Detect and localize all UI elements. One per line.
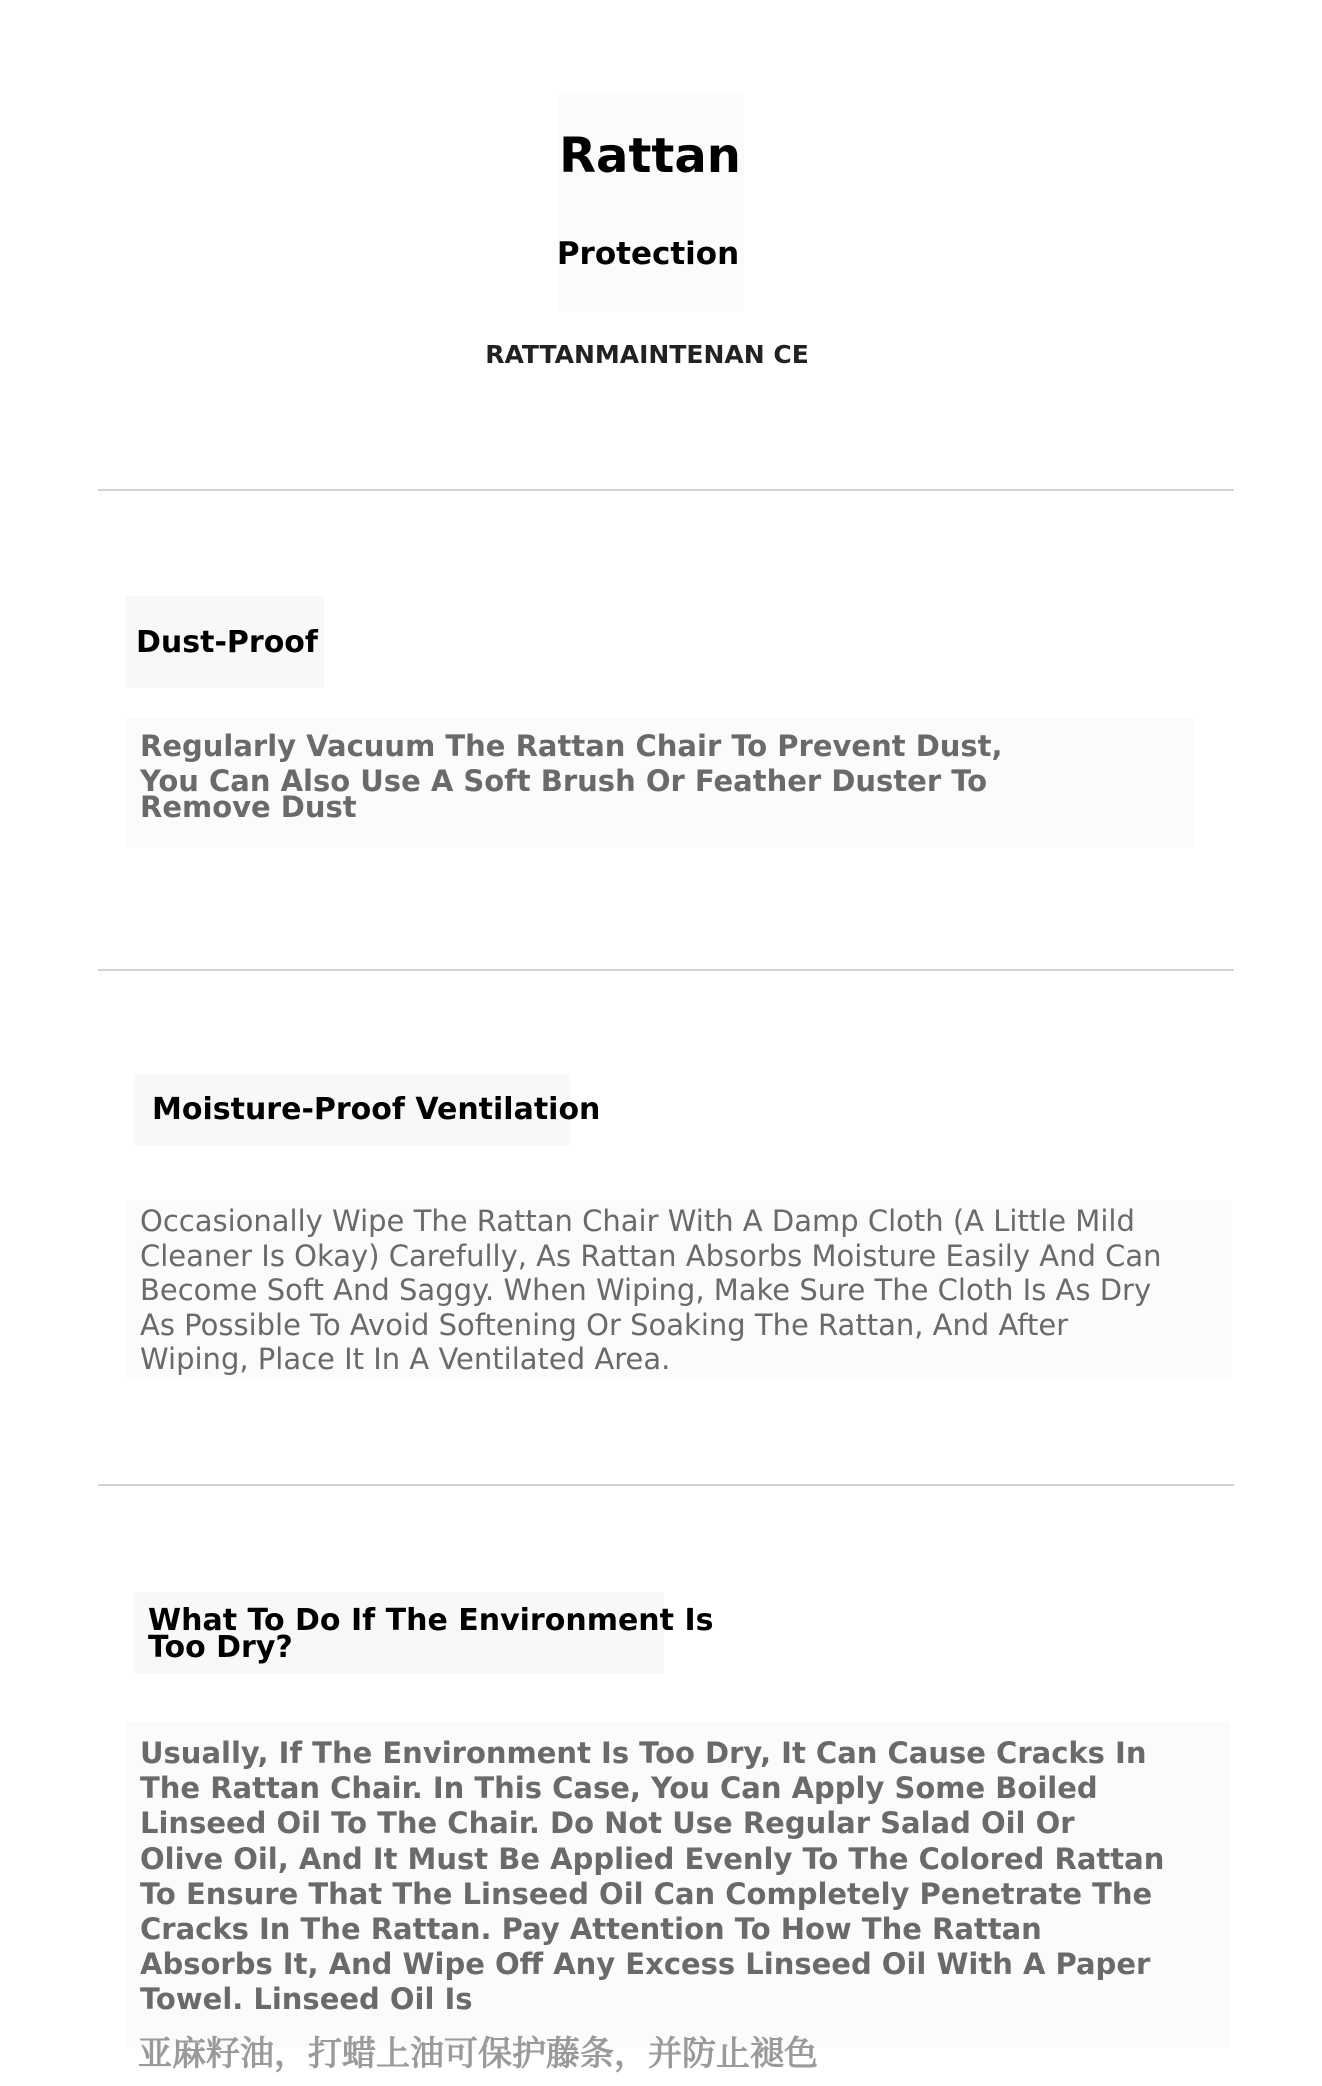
section-body-line: Absorbs It, And Wipe Off Any Excess Linseed Oil With A Paper — [140, 1947, 1151, 1982]
section-heading-line: Too Dry? — [148, 1630, 293, 1665]
section-body-moisture-proof — [140, 1204, 1161, 1377]
section-body-line: Occasionally Wipe The Rattan Chair With A Damp Cloth (A Little Mild — [140, 1204, 1135, 1238]
section-heading-line: Moisture-Proof Ventilation — [152, 1092, 601, 1127]
section-body-line: Linseed Oil To The Chair. Do Not Use Regular Salad Oil Or — [140, 1806, 1075, 1841]
section-body-line: Wiping, Place It In A Ventilated Area. — [140, 1342, 671, 1377]
section-body-too-dry — [140, 1736, 1164, 2018]
page-subtitle: Protection — [556, 236, 740, 272]
section-divider — [98, 969, 1234, 971]
section-body-line: The Rattan Chair. In This Case, You Can Apply Some Boiled — [140, 1771, 1098, 1806]
section-divider — [98, 1484, 1234, 1486]
section-body-line: Cleaner Is Okay) Carefully, As Rattan Absorbs Moisture Easily And Can — [140, 1238, 1162, 1273]
section-heading-dust-proof — [136, 625, 318, 660]
section-heading-too-dry — [148, 1603, 714, 1665]
brand-label: RATTANMAINTENAN CE — [485, 340, 809, 369]
section-body-line: As Possible To Avoid Softening Or Soaking The Rattan, And After — [140, 1307, 1069, 1342]
section-body-line: Remove Dust — [140, 790, 357, 824]
section-heading-moisture-proof — [152, 1092, 601, 1127]
section-body-line: Regularly Vacuum The Rattan Chair To Prevent Dust, — [140, 729, 1003, 763]
section-body-line: Cracks In The Rattan. Pay Attention To How The Rattan — [140, 1912, 1042, 1947]
section-body-cutoff-line: 亚麻籽油，打蜡上油可保护藤条，并防止褪色 — [138, 2034, 818, 2074]
section-heading-line: Dust-Proof — [136, 625, 318, 660]
section-body-line: Towel. Linseed Oil Is — [140, 1982, 473, 2017]
section-body-line: Usually, If The Environment Is Too Dry, It Can Cause Cracks In — [140, 1736, 1147, 1770]
section-body-dust-proof — [140, 729, 1003, 824]
title-background — [558, 92, 744, 312]
section-body-line: Become Soft And Saggy. When Wiping, Make Sure The Cloth Is As Dry — [140, 1273, 1152, 1308]
section-body-line: To Ensure That The Linseed Oil Can Completely Penetrate The — [140, 1876, 1153, 1911]
section-heading-line: What To Do If The Environment Is — [148, 1603, 714, 1638]
section-body-line: Olive Oil, And It Must Be Applied Evenly To The Colored Rattan — [140, 1841, 1165, 1876]
page-title: Rattan — [559, 128, 741, 184]
section-divider — [98, 489, 1234, 491]
section-body-line: You Can Also Use A Soft Brush Or Feather Duster To — [140, 764, 988, 798]
